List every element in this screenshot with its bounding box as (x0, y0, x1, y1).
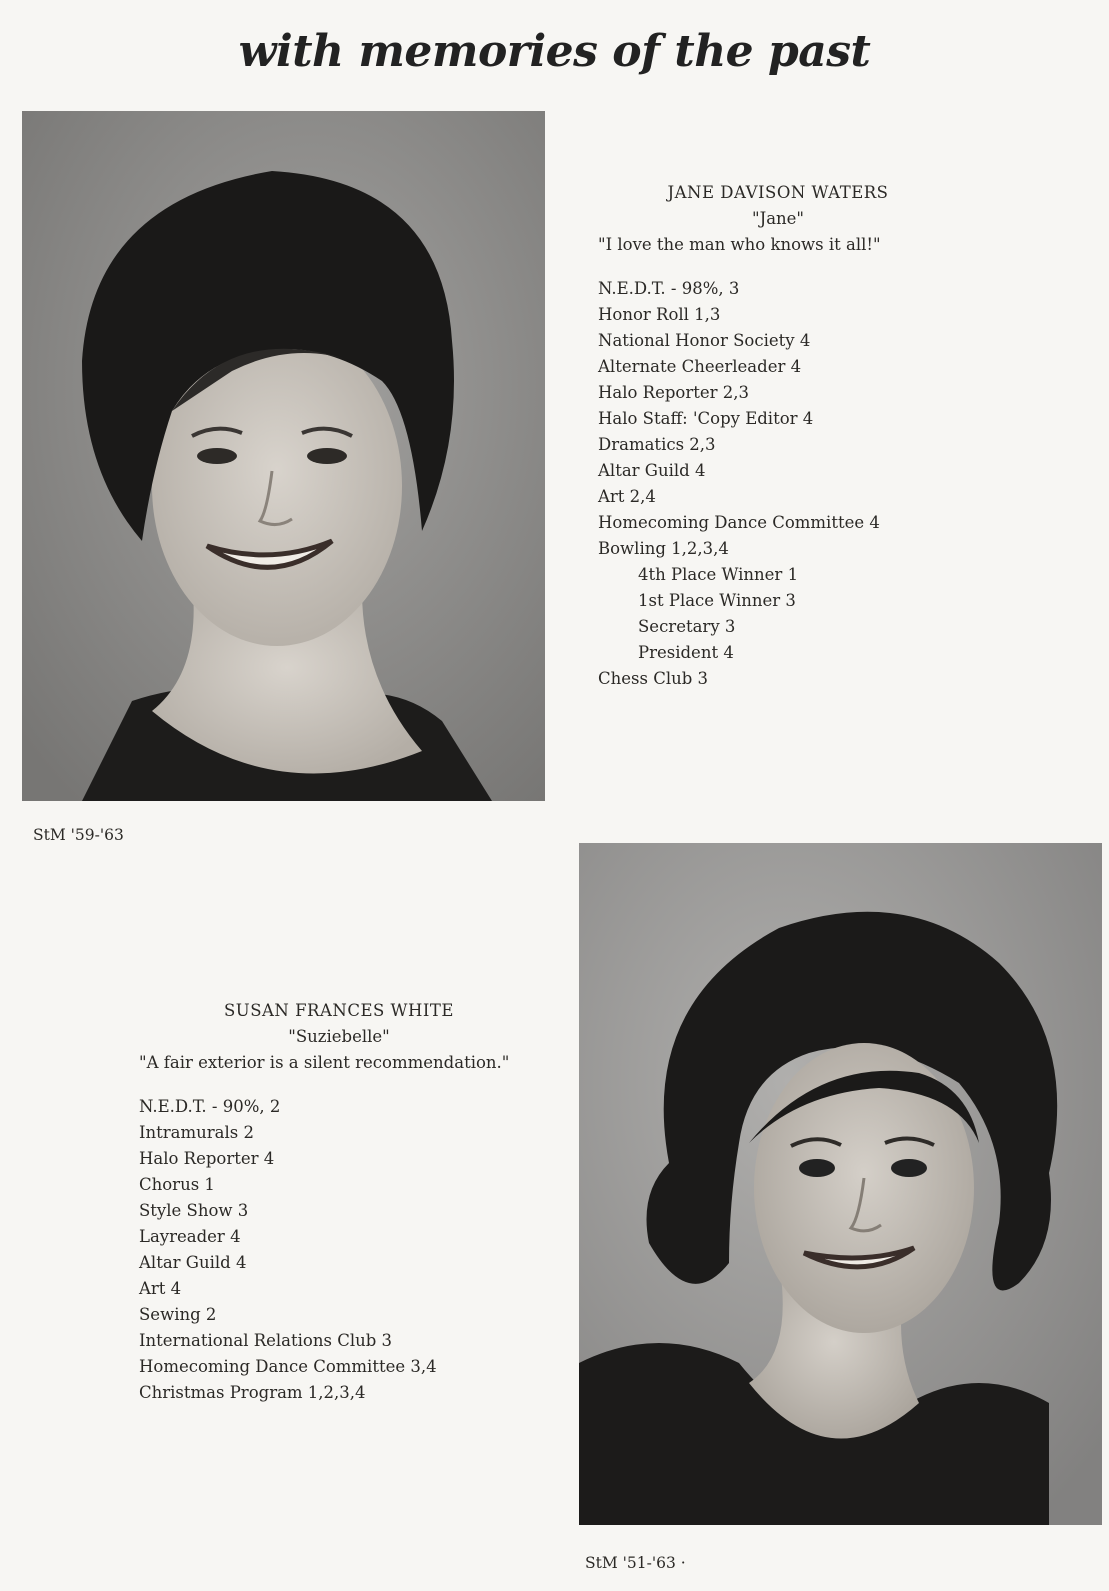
page-title: with memories of the past (238, 26, 871, 77)
list-item: 4th Place Winner 1 (638, 565, 799, 584)
list-item: N.E.D.T. - 90%, 2 (139, 1097, 281, 1116)
student-nickname: "Suziebelle" (288, 1027, 390, 1046)
list-item: Halo Reporter 4 (139, 1149, 275, 1168)
list-item: N.E.D.T. - 98%, 3 (598, 279, 740, 298)
list-item: Halo Reporter 2,3 (598, 383, 750, 402)
list-item: Secretary 3 (638, 617, 736, 636)
student-quote: "I love the man who knows it all!" (598, 235, 881, 254)
portrait-image (579, 843, 1102, 1525)
list-item: 1st Place Winner 3 (638, 591, 796, 610)
list-item: Chess Club 3 (598, 669, 709, 688)
list-item: Christmas Program 1,2,3,4 (139, 1383, 366, 1402)
years-caption: StM '59-'63 (33, 826, 124, 844)
list-item: Homecoming Dance Committee 4 (598, 513, 880, 532)
list-item: President 4 (638, 643, 734, 662)
list-item: Honor Roll 1,3 (598, 305, 721, 324)
list-item: Homecoming Dance Committee 3,4 (139, 1357, 437, 1376)
list-item: Halo Staff: 'Copy Editor 4 (598, 409, 814, 428)
activity-list (139, 1094, 539, 1406)
student-bio-jane-waters (598, 180, 958, 692)
activity-list (598, 276, 958, 692)
list-item: Altar Guild 4 (139, 1253, 247, 1272)
list-item: International Relations Club 3 (139, 1331, 393, 1350)
list-item: Dramatics 2,3 (598, 435, 716, 454)
list-item: Art 2,4 (598, 487, 656, 506)
portrait-photo-jane-waters (22, 111, 545, 801)
student-bio-susan-white (139, 998, 539, 1406)
student-quote: "A fair exterior is a silent recommendation." (139, 1053, 510, 1072)
student-nickname: "Jane" (751, 209, 805, 228)
portrait-image (22, 111, 545, 801)
list-item: National Honor Society 4 (598, 331, 811, 350)
list-item: Layreader 4 (139, 1227, 241, 1246)
student-name: JANE DAVISON WATERS (667, 183, 889, 202)
list-item: Alternate Cheerleader 4 (598, 357, 802, 376)
list-item: Bowling 1,2,3,4 (598, 539, 729, 558)
student-name: SUSAN FRANCES WHITE (224, 1001, 454, 1020)
list-item: Style Show 3 (139, 1201, 249, 1220)
years-caption: StM '51-'63 · (585, 1554, 686, 1572)
list-item: Art 4 (139, 1279, 182, 1298)
list-item: Chorus 1 (139, 1175, 215, 1194)
list-item: Sewing 2 (139, 1305, 217, 1324)
list-item: Altar Guild 4 (598, 461, 706, 480)
portrait-photo-susan-white (579, 843, 1102, 1525)
list-item: Intramurals 2 (139, 1123, 254, 1142)
